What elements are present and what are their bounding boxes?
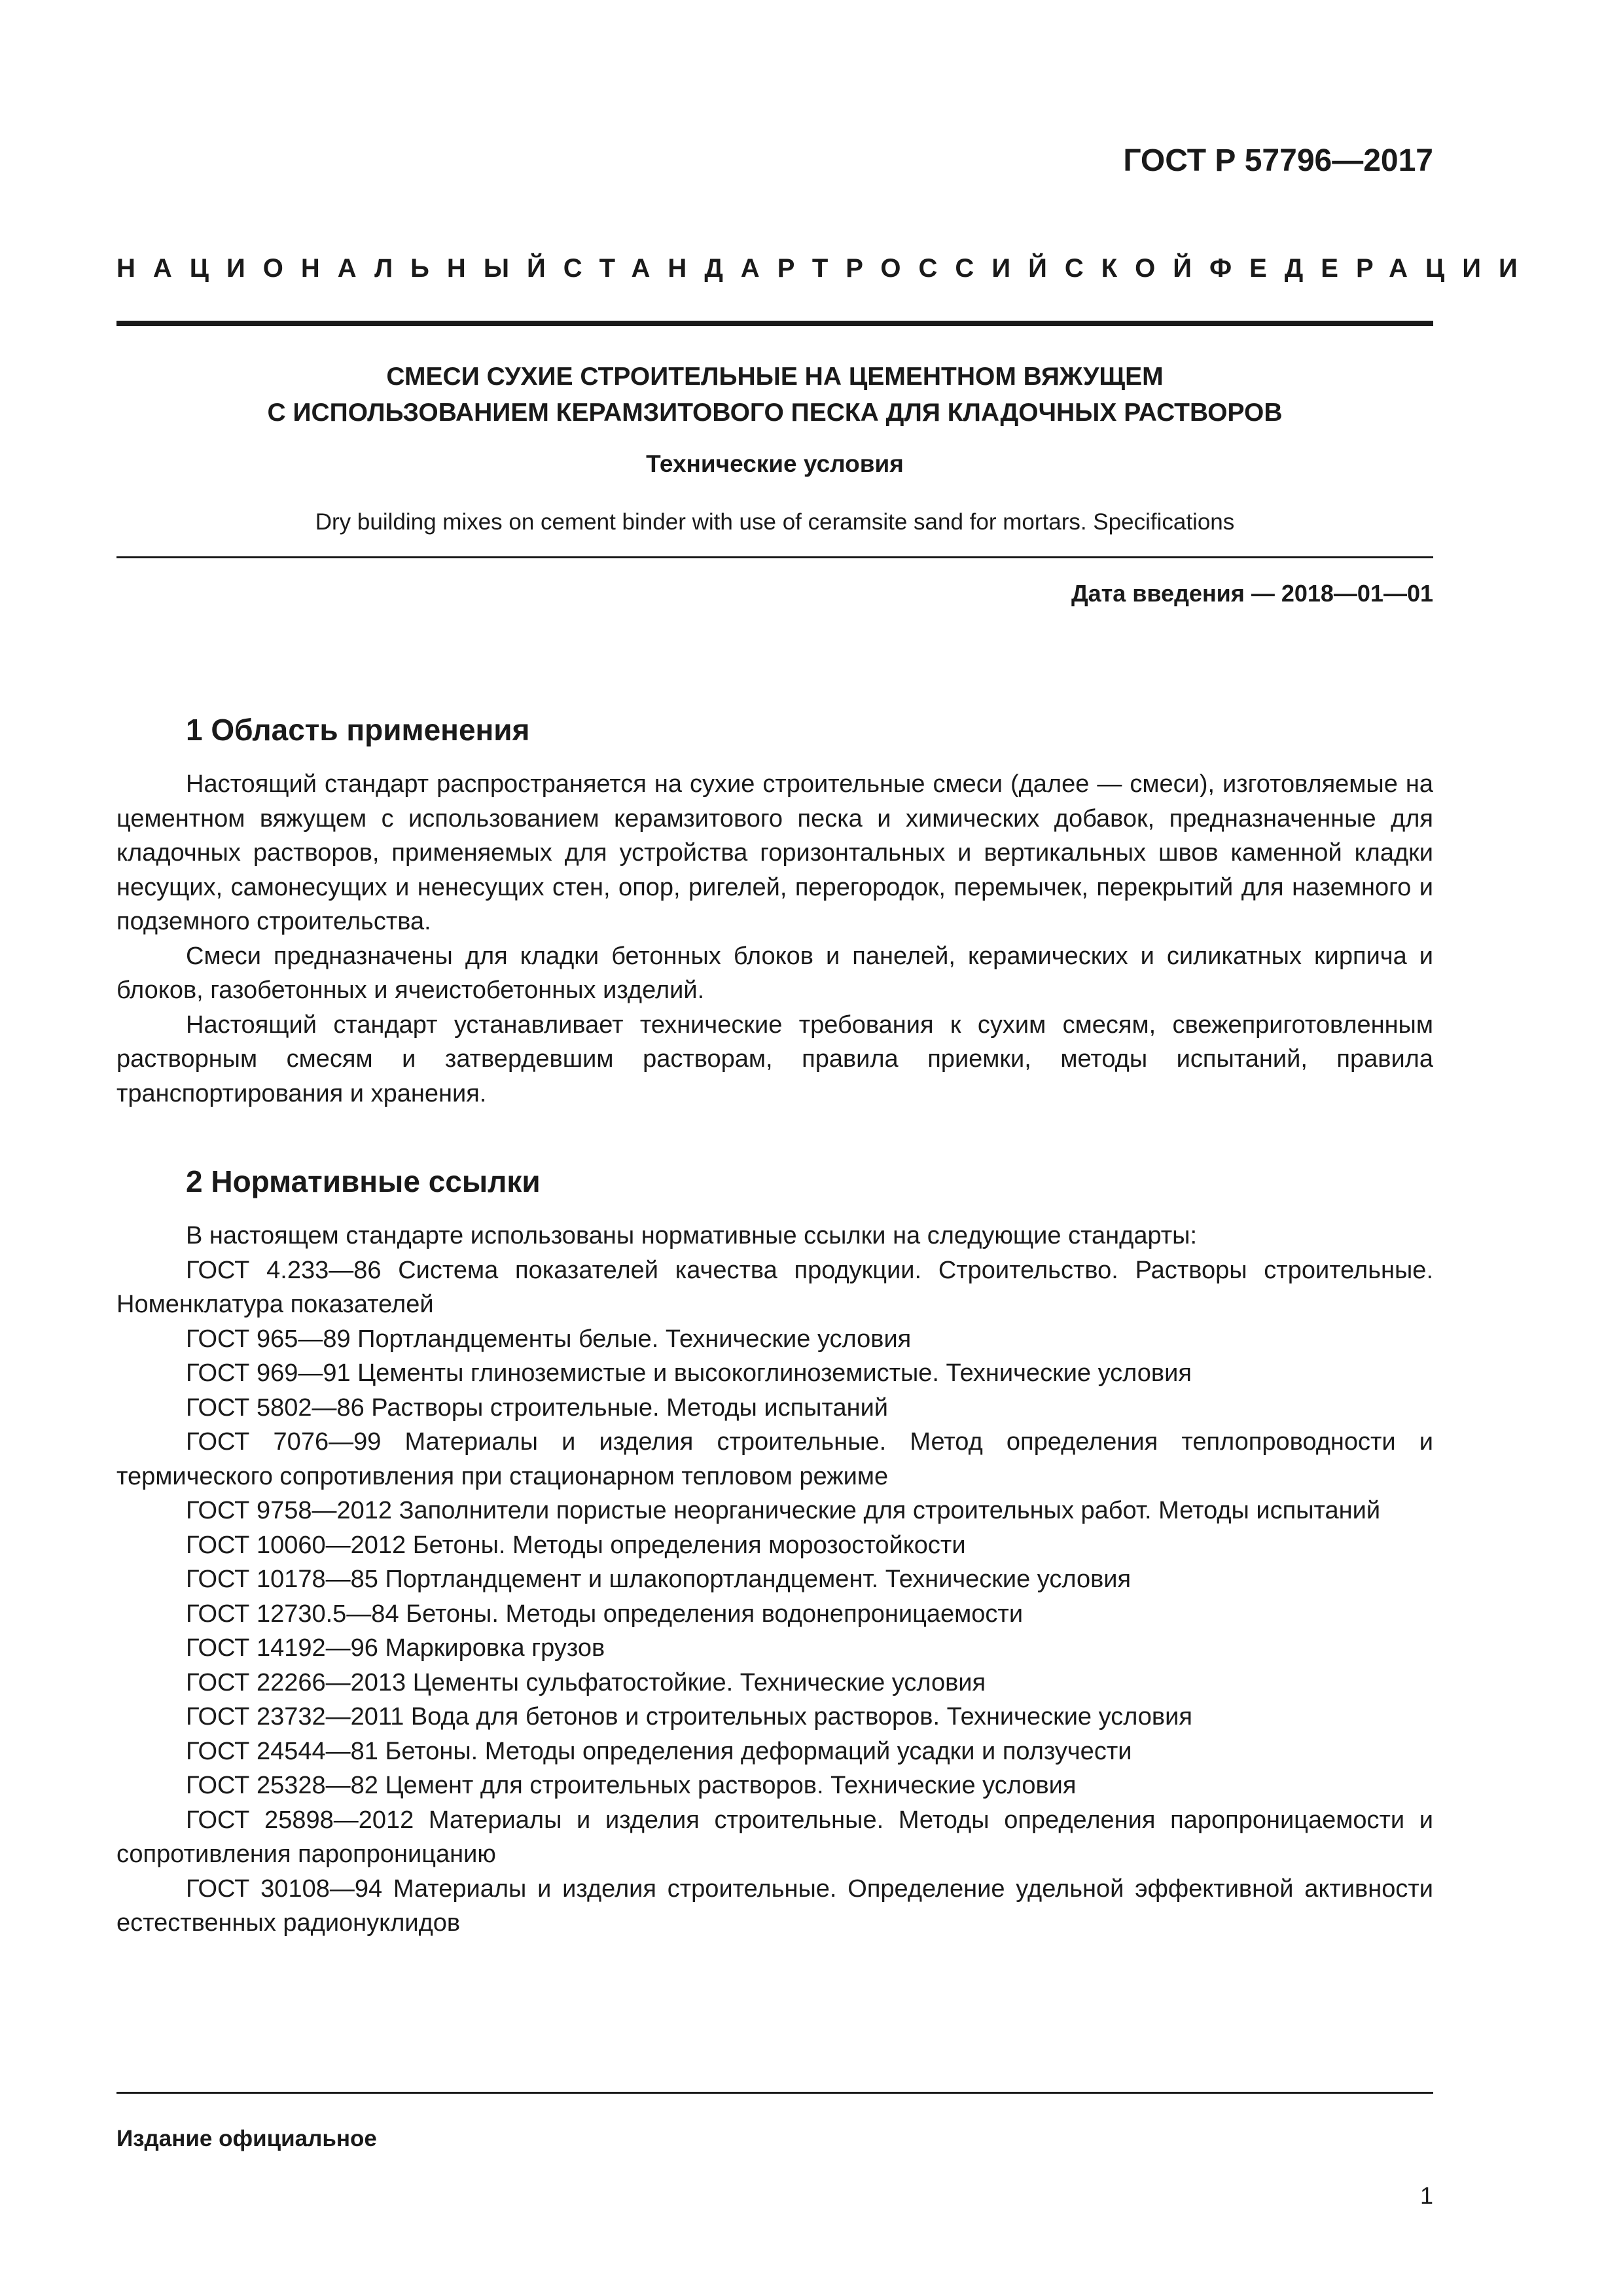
- section-scope: [116, 712, 1433, 1111]
- reference-item: ГОСТ 14192—96 Маркировка грузов: [186, 1634, 605, 1662]
- document-title: [116, 359, 1433, 431]
- document-subtitle: Технические условия: [646, 450, 904, 477]
- reference-item: ГОСТ 30108—94 Материалы и изделия строительные. Определение удельной эффективной активности естественных радионуклидов: [116, 1874, 1433, 1937]
- national-standard-banner: [116, 254, 1535, 283]
- scope-paragraph: Настоящий стандарт распространяется на сухие строительные смеси (далее — смеси), изготовляемые на цементном вяжущем с использованием керамзитового песка и химических добавок, предназначенные для кладочных растворов, применяемых для устройства горизонтальных и вертикальных швов каменной кладки несущих, самонесущих и ненесущих стен, опор, ригелей, перегородок, перемычек, перекрытий для наземного и подземного строительства.: [116, 770, 1433, 935]
- english-title: Dry building mixes on cement binder with use of ceramsite sand for mortars. Specifications: [315, 509, 1235, 535]
- national-word-2: СТАНДАРТ: [563, 254, 846, 283]
- official-edition-label: Издание официальное: [116, 2126, 377, 2151]
- national-word-4: ФЕДЕРАЦИИ: [1209, 254, 1535, 283]
- reference-item: ГОСТ 5802—86 Растворы строительные. Методы испытаний: [186, 1393, 889, 1422]
- national-word-3: РОССИЙСКОЙ: [846, 254, 1209, 283]
- section-2-heading: 2 Нормативные ссылки: [186, 1164, 541, 1198]
- page-number: 1: [1419, 2182, 1433, 2209]
- reference-item: ГОСТ 969—91 Цементы глиноземистые и высокоглиноземистые. Технические условия: [186, 1359, 1192, 1387]
- reference-item: ГОСТ 10060—2012 Бетоны. Методы определения морозостойкости: [186, 1531, 966, 1559]
- introduction-date: Дата введения — 2018—01—01: [1071, 580, 1433, 607]
- reference-item: ГОСТ 25328—82 Цемент для строительных растворов. Технические условия: [186, 1772, 1077, 1799]
- title-divider: [116, 556, 1433, 558]
- footer-divider: [116, 2092, 1433, 2094]
- reference-item: ГОСТ 24544—81 Бетоны. Методы определения деформаций усадки и ползучести: [186, 1737, 1132, 1765]
- reference-item: ГОСТ 12730.5—84 Бетоны. Методы определения водонепроницаемости: [186, 1600, 1024, 1628]
- reference-item: ГОСТ 23732—2011 Вода для бетонов и строительных растворов. Технические условия: [186, 1703, 1192, 1731]
- scope-paragraph: Настоящий стандарт устанавливает технические требования к сухим смесям, свежеприготовленным растворным смесям и затвердевшим растворам, правила приемки, методы испытаний, правила транспортирования и хранения.: [116, 1011, 1433, 1107]
- title-line-1: СМЕСИ СУХИЕ СТРОИТЕЛЬНЫЕ НА ЦЕМЕНТНОМ ВЯЖУЩЕМ: [386, 363, 1164, 391]
- reference-item: ГОСТ 7076—99 Материалы и изделия строительные. Метод определения теплопроводности и термического сопротивления при стационарном тепловом режиме: [116, 1428, 1433, 1490]
- reference-item: ГОСТ 22266—2013 Цементы сульфатостойкие. Технические условия: [186, 1668, 986, 1696]
- title-line-2: С ИСПОЛЬЗОВАНИЕМ КЕРАМЗИТОВОГО ПЕСКА ДЛЯ КЛАДОЧНЫХ РАСТВОРОВ: [267, 399, 1283, 427]
- reference-item: ГОСТ 965—89 Портландцементы белые. Технические условия: [186, 1325, 912, 1353]
- reference-item: ГОСТ 4.233—86 Система показателей качества продукции. Строительство. Растворы строительные. Номенклатура показателей: [116, 1256, 1433, 1318]
- reference-item: ГОСТ 9758—2012 Заполнители пористые неорганические для строительных работ. Методы испытаний: [186, 1497, 1381, 1524]
- section-1-heading: 1 Область применения: [186, 713, 530, 747]
- reference-item: ГОСТ 25898—2012 Материалы и изделия строительные. Методы определения паропроницаемости и сопротивления паропроницанию: [116, 1806, 1433, 1868]
- references-lead: В настоящем стандарте использованы нормативные ссылки на следующие стандарты:: [186, 1222, 1198, 1249]
- document-number: ГОСТ Р 57796—2017: [1123, 143, 1433, 178]
- header-divider: [116, 321, 1433, 326]
- national-word-1: НАЦИОНАЛЬНЫЙ: [116, 254, 563, 283]
- reference-item: ГОСТ 10178—85 Портландцемент и шлакопортландцемент. Технические условия: [186, 1566, 1132, 1593]
- scope-paragraph: Смеси предназначены для кладки бетонных блоков и панелей, керамических и силикатных кирпича и блоков, газобетонных и ячеистобетонных изделий.: [116, 942, 1433, 1004]
- section-references: [116, 1164, 1433, 1941]
